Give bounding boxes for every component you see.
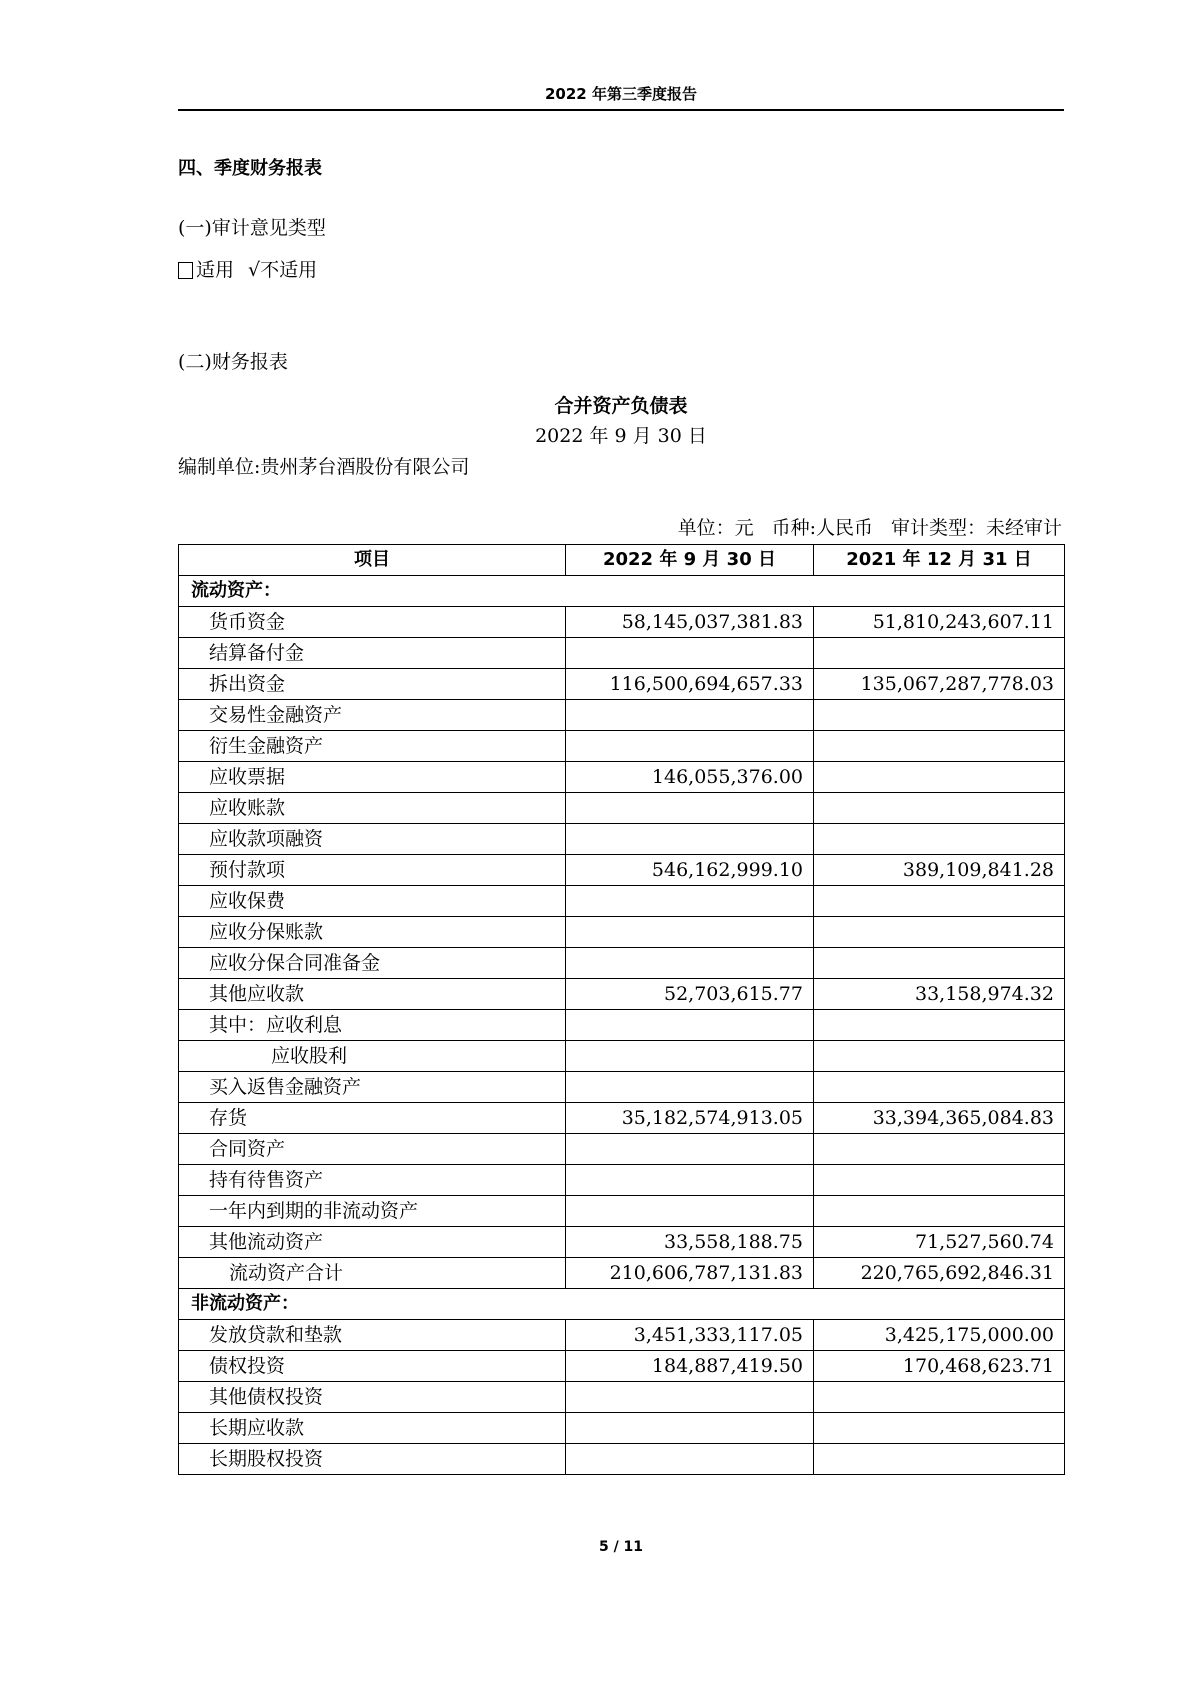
table-row: [179, 731, 1065, 762]
value-current: [566, 886, 814, 917]
value-prior: [814, 700, 1065, 731]
table-row: [179, 824, 1065, 855]
page-number: 5 / 11: [598, 1539, 644, 1555]
value-current: [566, 1010, 814, 1041]
table-row: [179, 1010, 1065, 1041]
table-row: [179, 979, 1065, 1010]
row-label: 债权投资: [179, 1351, 566, 1382]
row-label: 拆出资金: [179, 669, 566, 700]
value-current: 116,500,694,657.33: [566, 669, 814, 700]
value-prior: [814, 1413, 1065, 1444]
value-prior: 71,527,560.74: [814, 1227, 1065, 1258]
header-divider: [178, 109, 1064, 111]
table-row: [179, 1320, 1065, 1351]
row-label: 非流动资产：: [179, 1289, 1065, 1320]
row-label: 结算备付金: [179, 638, 566, 669]
row-label: 买入返售金融资产: [179, 1072, 566, 1103]
value-current: 146,055,376.00: [566, 762, 814, 793]
row-label: 应收票据: [179, 762, 566, 793]
row-label: 应收账款: [179, 793, 566, 824]
value-prior: [814, 1072, 1065, 1103]
table-row: [179, 1165, 1065, 1196]
table-row: [179, 700, 1065, 731]
value-prior: [814, 1444, 1065, 1475]
option-not-applicable-label: 不适用: [260, 259, 318, 281]
value-prior: [814, 1134, 1065, 1165]
subtotal-row: [179, 1258, 1065, 1289]
row-label: 应收股利: [179, 1041, 566, 1072]
value-prior: 135,067,287,778.03: [814, 669, 1065, 700]
section-row-noncurrent-assets: [179, 1289, 1065, 1320]
value-current: [566, 793, 814, 824]
value-current: [566, 1072, 814, 1103]
value-prior: [814, 917, 1065, 948]
table-row: [179, 1351, 1065, 1382]
value-prior: 389,109,841.28: [814, 855, 1065, 886]
value-current: [566, 700, 814, 731]
row-label: 应收保费: [179, 886, 566, 917]
row-label: 持有待售资产: [179, 1165, 566, 1196]
preparer-org: 编制单位:贵州茅台酒股份有限公司: [178, 456, 470, 478]
value-current: [566, 1165, 814, 1196]
table-title: 合并资产负债表: [554, 395, 688, 417]
value-current: [566, 731, 814, 762]
table-row: [179, 1382, 1065, 1413]
value-current: 546,162,999.10: [566, 855, 814, 886]
table-row: [179, 607, 1065, 638]
value-current: [566, 638, 814, 669]
value-current: [566, 1134, 814, 1165]
row-label: 应收分保合同准备金: [179, 948, 566, 979]
value-current: 33,558,188.75: [566, 1227, 814, 1258]
value-current: [566, 1413, 814, 1444]
value-prior: [814, 638, 1065, 669]
value-prior: [814, 1196, 1065, 1227]
value-prior: [814, 886, 1065, 917]
row-label: 应收款项融资: [179, 824, 566, 855]
checkbox-icon: [178, 262, 193, 279]
balance-sheet-table: [178, 544, 1065, 1475]
value-current: 184,887,419.50: [566, 1351, 814, 1382]
value-current: 35,182,574,913.05: [566, 1103, 814, 1134]
row-label: 一年内到期的非流动资产: [179, 1196, 566, 1227]
value-prior: [814, 824, 1065, 855]
audit-options: [178, 258, 317, 282]
row-label: 交易性金融资产: [179, 700, 566, 731]
table-row: [179, 1041, 1065, 1072]
value-current: [566, 1041, 814, 1072]
value-prior: 33,394,365,084.83: [814, 1103, 1065, 1134]
table-row: [179, 1413, 1065, 1444]
col-header-prior: 2021 年 12 月 31 日: [814, 545, 1065, 576]
table-row: [179, 948, 1065, 979]
value-current: 58,145,037,381.83: [566, 607, 814, 638]
value-prior: [814, 948, 1065, 979]
option-applicable-label: 适用: [196, 259, 235, 281]
table-row: [179, 1103, 1065, 1134]
unit-line: [178, 516, 1062, 540]
value-current: [566, 1196, 814, 1227]
row-label: 流动资产合计: [179, 1258, 566, 1289]
value-prior: 170,468,623.71: [814, 1351, 1065, 1382]
table-row: [179, 638, 1065, 669]
table-row: [179, 669, 1065, 700]
value-prior: [814, 1041, 1065, 1072]
section-title: 四、季度财务报表: [178, 158, 322, 179]
row-label: 其中：应收利息: [179, 1010, 566, 1041]
value-prior: 3,425,175,000.00: [814, 1320, 1065, 1351]
value-prior: 220,765,692,846.31: [814, 1258, 1065, 1289]
row-label: 长期应收款: [179, 1413, 566, 1444]
table-header-row: [179, 545, 1065, 576]
unit-label: 单位：元: [677, 517, 754, 539]
col-header-current: 2022 年 9 月 30 日: [566, 545, 814, 576]
statements-heading: (二)财务报表: [178, 351, 288, 373]
table-row: [179, 855, 1065, 886]
value-current: [566, 1382, 814, 1413]
audit-type-label: 审计类型：未经审计: [890, 517, 1062, 539]
row-label: 发放贷款和垫款: [179, 1320, 566, 1351]
currency-label: 币种:人民币: [771, 517, 873, 539]
value-prior: [814, 762, 1065, 793]
row-label: 流动资产：: [179, 576, 1065, 607]
value-prior: [814, 793, 1065, 824]
row-label: 合同资产: [179, 1134, 566, 1165]
check-mark-icon: √: [248, 259, 261, 281]
row-label: 其他流动资产: [179, 1227, 566, 1258]
table-row: [179, 886, 1065, 917]
audit-opinion-heading: (一)审计意见类型: [178, 217, 326, 239]
row-label: 衍生金融资产: [179, 731, 566, 762]
table-row: [179, 917, 1065, 948]
value-current: [566, 917, 814, 948]
table-row: [179, 1196, 1065, 1227]
value-current: [566, 1444, 814, 1475]
value-prior: [814, 1010, 1065, 1041]
col-header-item: 项目: [179, 545, 566, 576]
value-current: [566, 824, 814, 855]
table-row: [179, 1227, 1065, 1258]
row-label: 货币资金: [179, 607, 566, 638]
table-row: [179, 793, 1065, 824]
value-prior: [814, 1382, 1065, 1413]
row-label: 其他债权投资: [179, 1382, 566, 1413]
value-prior: 33,158,974.32: [814, 979, 1065, 1010]
value-current: 210,606,787,131.83: [566, 1258, 814, 1289]
section-row-current-assets: [179, 576, 1065, 607]
row-label: 存货: [179, 1103, 566, 1134]
value-prior: [814, 1165, 1065, 1196]
row-label: 长期股权投资: [179, 1444, 566, 1475]
table-date: 2022 年 9 月 30 日: [535, 425, 707, 447]
table-row: [179, 1444, 1065, 1475]
value-prior: [814, 731, 1065, 762]
value-prior: 51,810,243,607.11: [814, 607, 1065, 638]
table-row: [179, 1072, 1065, 1103]
value-current: [566, 948, 814, 979]
row-label: 应收分保账款: [179, 917, 566, 948]
value-current: 3,451,333,117.05: [566, 1320, 814, 1351]
row-label: 预付款项: [179, 855, 566, 886]
row-label: 其他应收款: [179, 979, 566, 1010]
table-row: [179, 762, 1065, 793]
value-current: 52,703,615.77: [566, 979, 814, 1010]
page-header-title: 2022 年第三季度报告: [545, 85, 697, 103]
table-row: [179, 1134, 1065, 1165]
